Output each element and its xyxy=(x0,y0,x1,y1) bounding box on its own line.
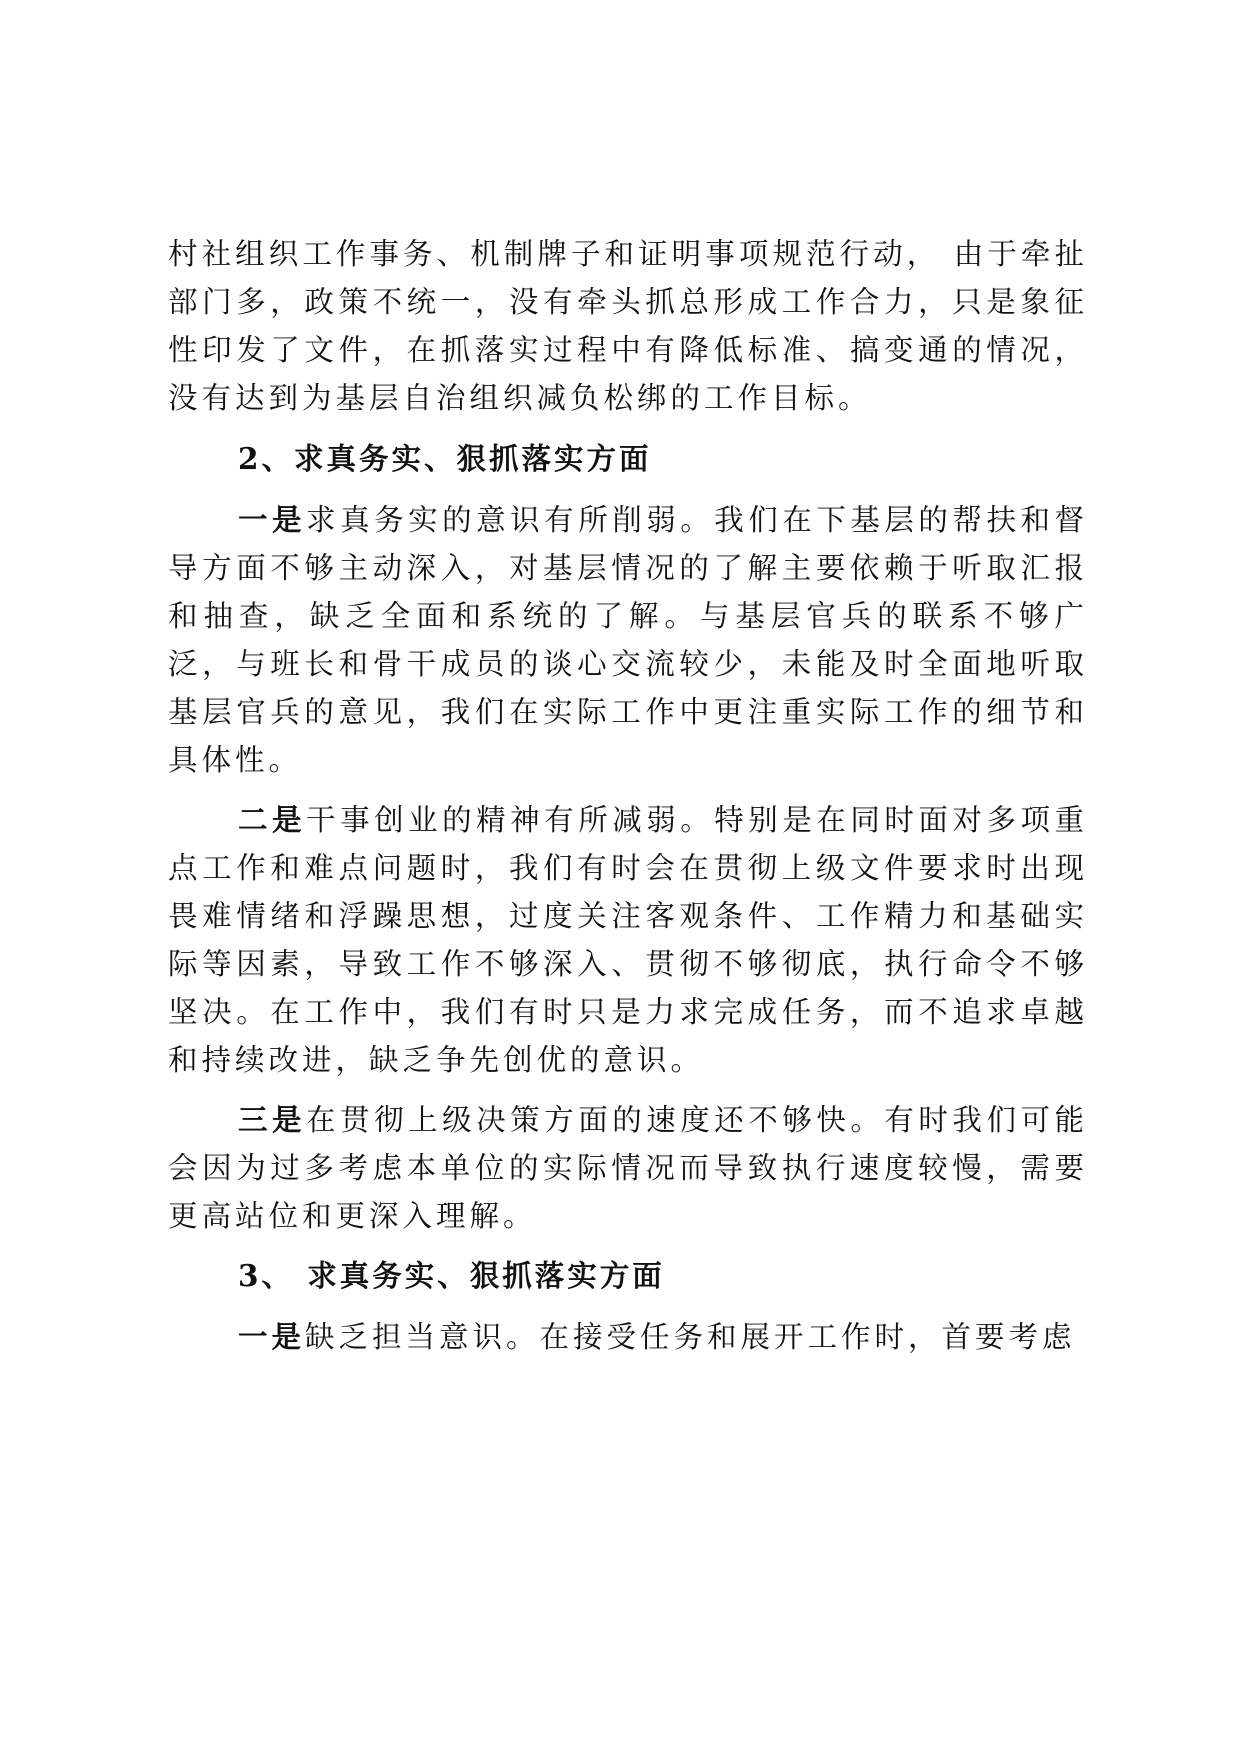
item-lead-label: 二是 xyxy=(238,802,307,837)
item-text: 求真务实的意识有所削弱。我们在下基层的帮扶和督导方面不够主动深入，对基层情况的了解主要依赖于听取汇报和抽查，缺乏全面和系统的了解。与基层官兵的联系不够广泛，与班长和骨干成员的谈心交流较少，未能及时全面地听取基层官兵的意见，我们在实际工作中更注重实际工作的细节和具体性。 xyxy=(168,503,1088,777)
section-3-heading: 3、 求真务实、狠抓落实方面 xyxy=(238,1258,665,1293)
section-2-item-3 xyxy=(168,1096,1088,1240)
section-2-item-1 xyxy=(168,496,1088,784)
item-lead-label: 三是 xyxy=(238,1102,307,1137)
section-2-item-2 xyxy=(168,796,1088,1084)
item-lead-label: 一是 xyxy=(238,1319,306,1354)
section-3-item-1 xyxy=(168,1313,1088,1361)
item-lead-label: 一是 xyxy=(238,502,307,537)
document-body xyxy=(168,230,1088,1373)
intro-paragraph: 村社组织工作事务、机制牌子和证明事项规范行动， 由于牵扯部门多，政策不统一，没有牵头抓总形成工作合力，只是象征性印发了文件，在抓落实过程中有降低标准、搞变通的情况，没有达到为基层自治组织减负松绑的工作目标。 xyxy=(168,237,1088,415)
item-text: 缺乏担当意识。在接受任务和展开工作时，首要考虑 xyxy=(305,1320,1076,1354)
item-text: 在贯彻上级决策方面的速度还不够快。有时我们可能会因为过多考虑本单位的实际情况而导致执行速度较慢，需要更高站位和更深入理解。 xyxy=(168,1103,1088,1233)
item-text: 干事创业的精神有所减弱。特别是在同时面对多项重点工作和难点问题时，我们有时会在贯彻上级文件要求时出现畏难情绪和浮躁思想，过度关注客观条件、工作精力和基础实际等因素，导致工作不够深入、贯彻不够彻底，执行命令不够坚决。在工作中，我们有时只是力求完成任务，而不追求卓越和持续改进，缺乏争先创优的意识。 xyxy=(168,803,1088,1077)
section-2-heading: 2、求真务实、狠抓落实方面 xyxy=(238,441,652,476)
